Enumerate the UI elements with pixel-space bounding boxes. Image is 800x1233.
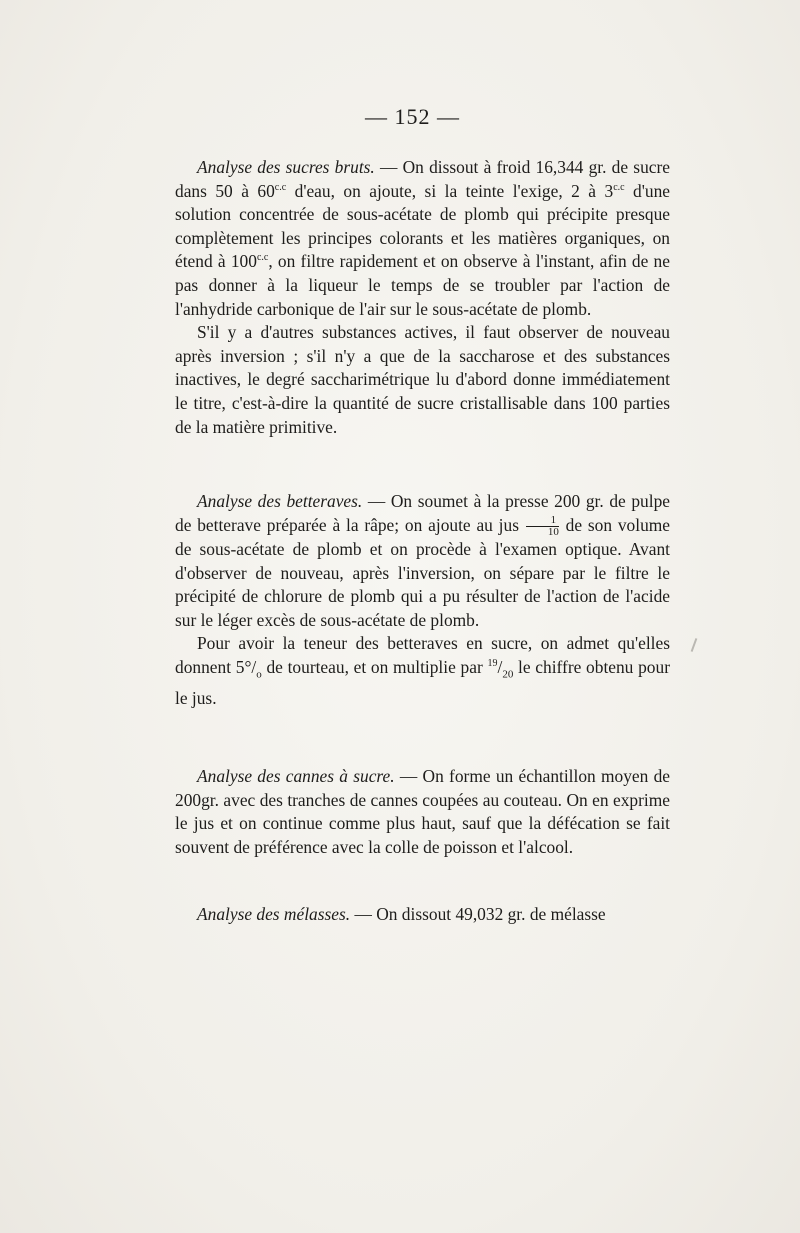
superscript: 19 <box>487 658 498 670</box>
paragraph <box>175 903 670 927</box>
text-run: — On soumet à la presse 200 gr. de pulpe de betterave préparée à la râpe; on ajoute au jus <box>175 491 670 535</box>
text-run: le chiffre obtenu pour le jus. <box>175 657 670 709</box>
section-melasses <box>175 903 670 927</box>
text-run: — On dissout à froid 16,344 gr. de sucre dans 50 à 60 <box>175 157 670 201</box>
subscript: o <box>256 668 262 681</box>
text-run: Pour avoir la teneur des betteraves en sucre, on admet qu'elles donnent 5°/ <box>175 633 670 678</box>
superscript: c.c <box>256 252 269 264</box>
text-run: — On dissout 49,032 gr. de mélasse <box>354 904 606 924</box>
text-run: de son volume de sous-acétate de plomb et on procède à l'examen optique. Avant d'observer de nouveau, après l'inversion, on sépare par le filtre le précipité de chlorure de plomb qui a pu résulter de l'action de l'acide sur le léger excès de sous-acétate de plomb. <box>175 514 671 630</box>
paper-fleck <box>691 638 698 652</box>
subscript: 20 <box>502 668 514 681</box>
section-heading: Analyse des betteraves. <box>197 491 363 511</box>
text-run: d'une solution concentrée de sous-acétate de plomb qui précipite presque complètement les principes colorants et les matières organiques, on étend à 100 <box>175 180 670 272</box>
section-cannes-a-sucre <box>175 765 670 859</box>
section-heading: Analyse des mélasses. <box>197 904 351 924</box>
text-run: d'eau, on ajoute, si la teinte l'exige, 2 à 3 <box>286 180 614 201</box>
text-run: — On forme un échantillon moyen de 200gr. avec des tranches de cannes coupées au couteau. On en exprime le jus et on continue comme plus haut, sauf que la défécation se fait souvent de préférence avec la colle de poisson et l'alcool. <box>175 766 671 857</box>
slash: / <box>497 657 503 678</box>
page-number: — 152 — <box>365 104 460 129</box>
fraction-denominator: 10 <box>547 526 559 539</box>
paragraph: S'il y a d'autres substances actives, il faut observer de nouveau après inversion ; s'il n'y a que de la saccharose et des substances inactives, le degré saccharimétrique lu d'abord donne immédiatement le titre, c'est-à-dire la quantité de sucre cristallisable dans 100 parties de la matière primitive. <box>175 322 670 437</box>
superscript: c.c <box>274 181 287 193</box>
fraction <box>526 515 559 538</box>
paragraph <box>175 156 670 321</box>
paragraph <box>175 765 670 859</box>
superscript: c.c <box>613 181 625 193</box>
fraction-numerator: 1 <box>526 515 559 527</box>
section-heading: Analyse des cannes à sucre. <box>197 766 395 786</box>
text-run: de tourteau, et on multiplie par <box>261 657 488 678</box>
paragraph <box>175 632 670 710</box>
section-betteraves <box>175 490 670 711</box>
paragraph <box>175 490 670 632</box>
section-sucres-bruts <box>175 156 670 439</box>
text-run: , on filtre rapidement et on observe à l'instant, afin de ne pas donner à la liqueur le temps de se troubler par l'action de l'anhydride carbonique de l'air sur le sous-acétate de plomb. <box>175 251 670 319</box>
section-heading: Analyse des sucres bruts. <box>197 157 375 177</box>
